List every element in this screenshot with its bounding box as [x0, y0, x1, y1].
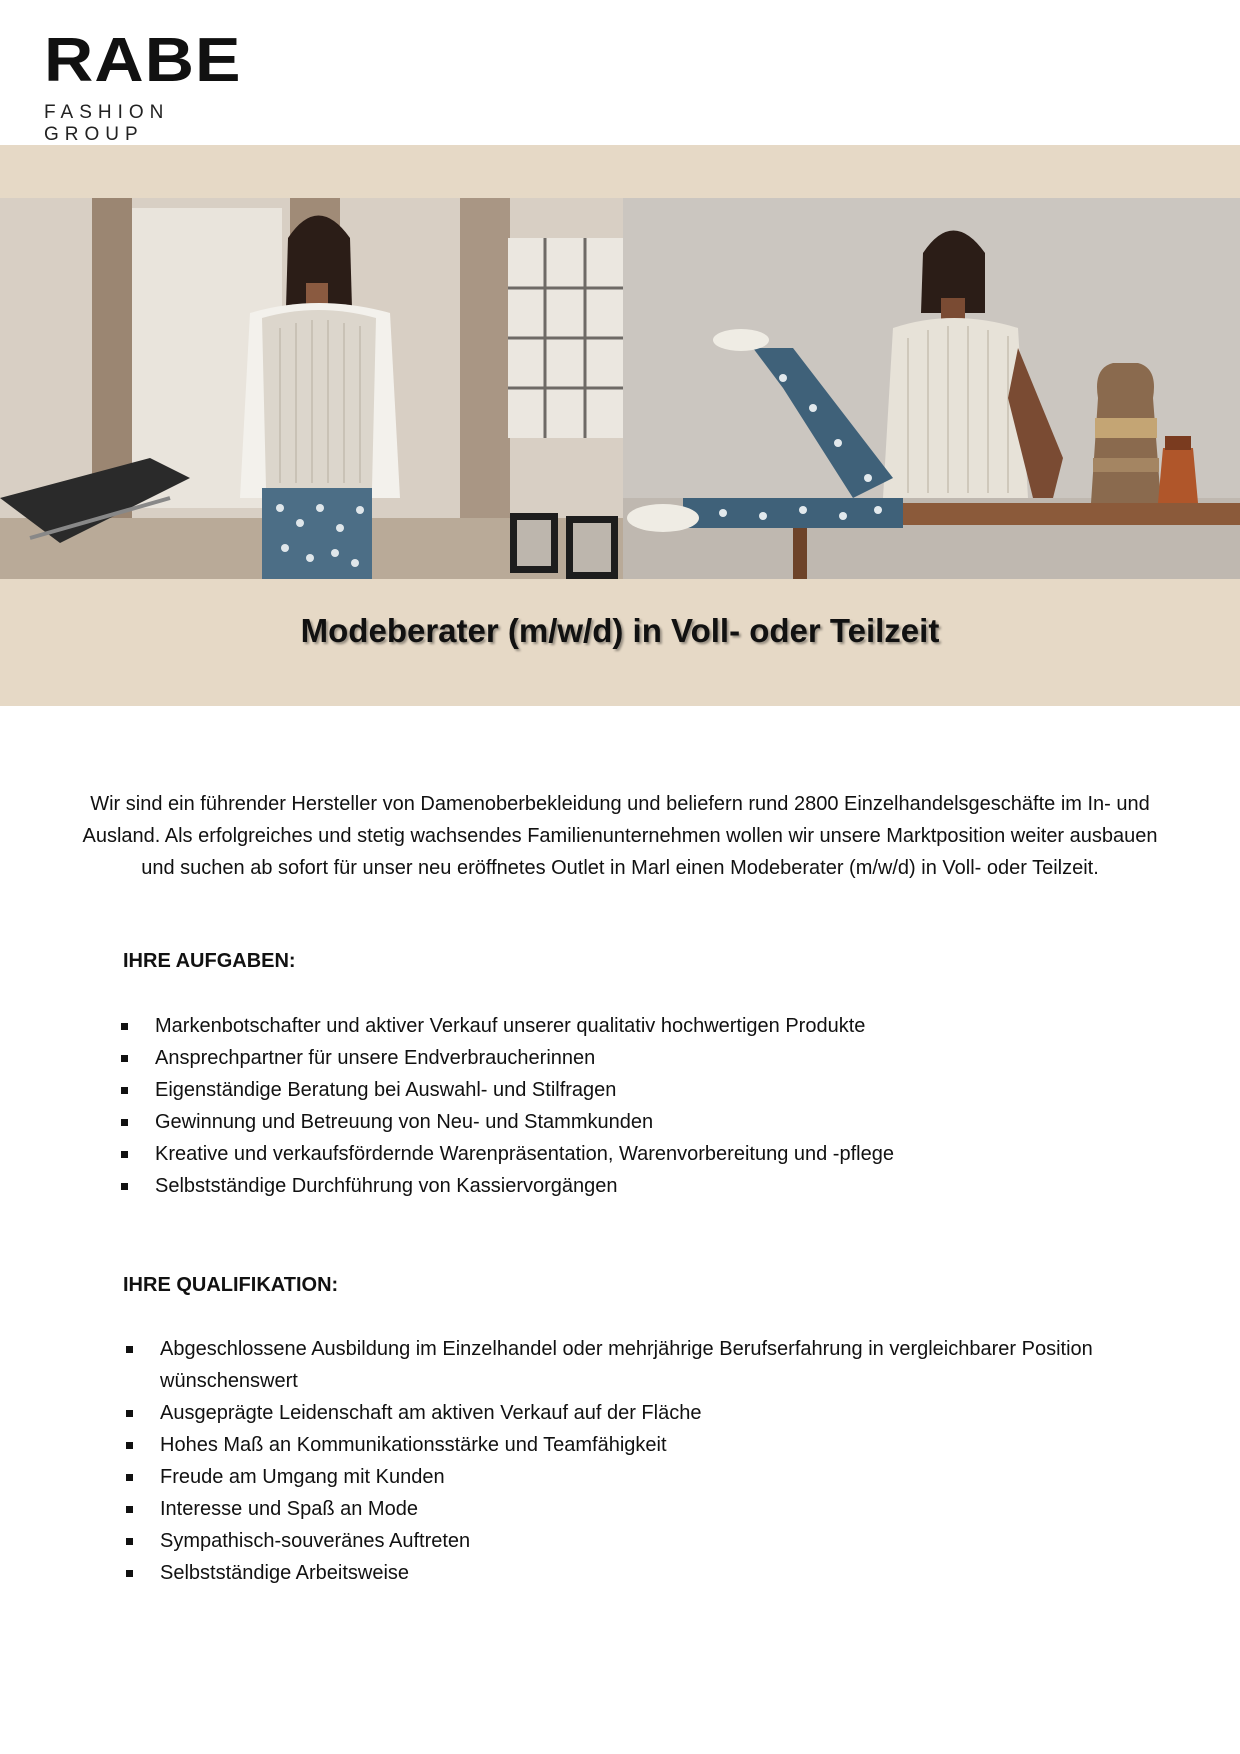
photo-standing-model-illustration: [0, 198, 623, 579]
bullet-icon: [121, 1023, 128, 1030]
photo-seated-model: [623, 198, 1240, 579]
bullet-icon: [121, 1119, 128, 1126]
list-item: Ausgeprägte Leidenschaft am aktiven Verkauf auf der Fläche: [160, 1397, 1100, 1429]
list-item: Eigenständige Beratung bei Auswahl- und Stilfragen: [155, 1074, 1155, 1106]
qualification-heading: IHRE QUALIFIKATION:: [123, 1274, 339, 1296]
bullet-icon: [121, 1151, 128, 1158]
bullet-icon: [121, 1087, 128, 1094]
top-beige-band: [0, 145, 1240, 198]
logo-wordmark: RABE: [44, 26, 242, 95]
list-item: Selbstständige Arbeitsweise: [160, 1557, 1100, 1589]
photo-seated-model-illustration: [623, 198, 1240, 579]
list-item: Abgeschlossene Ausbildung im Einzelhandel oder mehrjährige Berufserfahrung in vergleichbarer Position wünschenswert: [160, 1333, 1100, 1397]
bullet-icon: [126, 1346, 133, 1353]
list-item: Freude am Umgang mit Kunden: [160, 1461, 1100, 1493]
list-item: Markenbotschafter und aktiver Verkauf unserer qualitativ hochwertigen Produkte: [155, 1010, 1155, 1042]
job-title: Modeberater (m/w/d) in Voll- oder Teilzeit: [300, 612, 940, 649]
bullet-icon: [121, 1055, 128, 1062]
list-item: Sympathisch-souveränes Auftreten: [160, 1525, 1100, 1557]
list-item: Kreative und verkaufsfördernde Warenpräsentation, Warenvorbereitung und -pflege: [155, 1138, 1155, 1170]
bullet-icon: [126, 1442, 133, 1449]
bullet-icon: [126, 1538, 133, 1545]
list-item: Hohes Maß an Kommunikationsstärke und Teamfähigkeit: [160, 1429, 1100, 1461]
bullet-icon: [126, 1410, 133, 1417]
intro-paragraph: Wir sind ein führender Hersteller von Damenoberbekleidung und beliefern rund 2800 Einzelhandelsgeschäfte im In- und Ausland. Als erfolgreiches und stetig wachsendes Familienunternehmen wollen wir unsere Marktposition weiter ausbauen und suchen ab sofort für unser neu eröffnetes Outlet in Marl einen Modeberater (m/w/d) in Voll- oder Teilzeit.: [82, 793, 1158, 879]
qualification-list: [160, 1333, 1100, 1589]
list-item: Gewinnung und Betreuung von Neu- und Stammkunden: [155, 1106, 1155, 1138]
tasks-heading: IHRE AUFGABEN:: [123, 950, 296, 972]
bullet-icon: [121, 1183, 128, 1190]
bullet-icon: [126, 1474, 133, 1481]
bullet-icon: [126, 1570, 133, 1577]
list-item: Selbstständige Durchführung von Kassiervorgängen: [155, 1170, 1155, 1202]
list-item: Interesse und Spaß an Mode: [160, 1493, 1100, 1525]
logo-tagline: FASHION GROUP: [44, 102, 170, 145]
tasks-list: [155, 1010, 1155, 1202]
bullet-icon: [126, 1506, 133, 1513]
list-item: Ansprechpartner für unsere Endverbraucherinnen: [155, 1042, 1155, 1074]
company-logo: [44, 26, 274, 146]
photo-standing-model: [0, 198, 623, 579]
